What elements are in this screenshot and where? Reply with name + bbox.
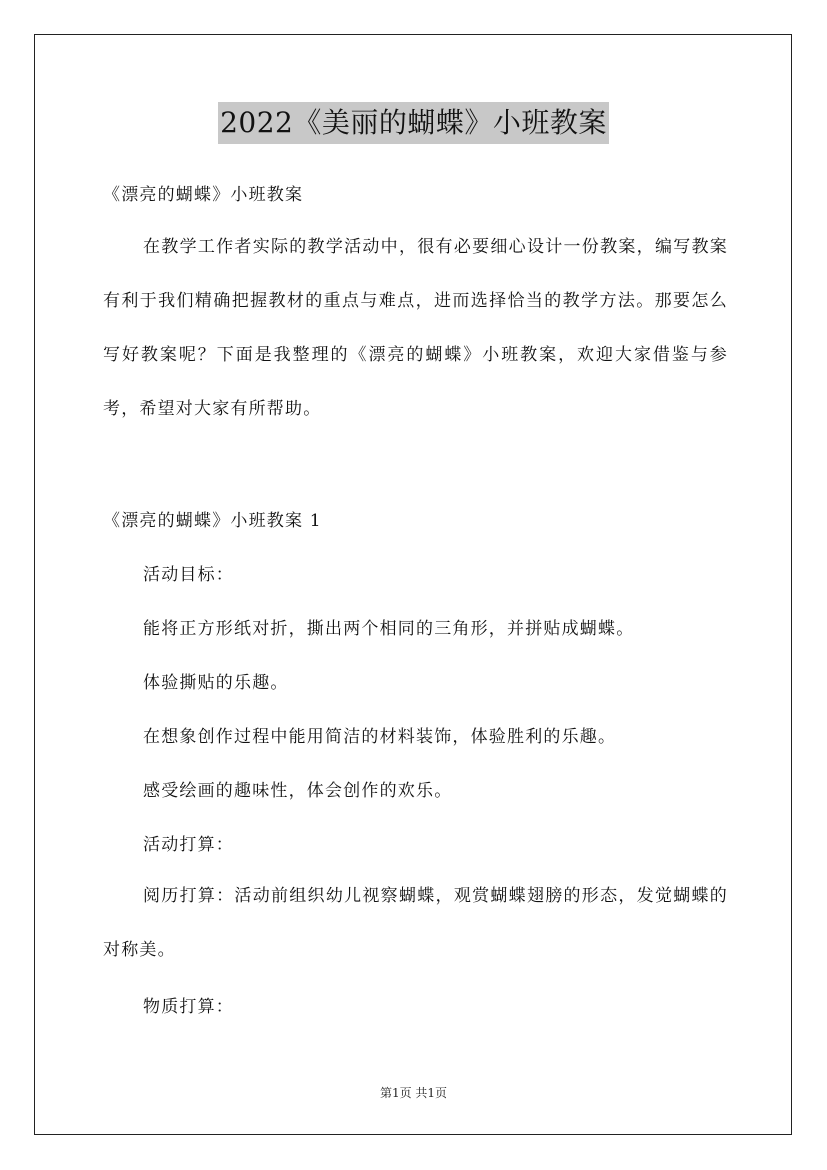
goal-item: 能将正方形纸对折，撕出两个相同的三角形，并拼贴成蝴蝶。	[143, 619, 635, 639]
document-subtitle: 《漂亮的蝴蝶》小班教案	[103, 185, 304, 205]
document-title	[0, 102, 827, 144]
goal-item: 体验撕贴的乐趣。	[143, 673, 289, 693]
section-heading: 《漂亮的蝴蝶》小班教案 1	[103, 511, 322, 531]
document-title-text: 2022《美丽的蝴蝶》小班教案	[218, 102, 609, 144]
goals-label: 活动目标：	[143, 565, 234, 585]
material-prep-label: 物质打算：	[143, 997, 234, 1017]
intro-block	[103, 220, 728, 436]
prep-label: 活动打算：	[143, 835, 234, 855]
goal-item: 在想象创作过程中能用简洁的材料装饰，体验胜利的乐趣。	[143, 727, 617, 747]
experience-prep-paragraph: 阅历打算：活动前组织幼儿视察蝴蝶，观赏蝴蝶翅膀的形态，发觉蝴蝶的对称美。	[103, 886, 728, 960]
intro-paragraph: 在教学工作者实际的教学活动中，很有必要细心设计一份教案，编写教案有利于我们精确把握教材的重点与难点，进而选择恰当的教学方法。那要怎么写好教案呢？下面是我整理的《漂亮的蝴蝶》小班教案，欢迎大家借鉴与参考，希望对大家有所帮助。	[103, 237, 728, 419]
page-footer: 第1页 共1页	[379, 1086, 448, 1100]
goal-item: 感受绘画的趣味性，体会创作的欢乐。	[143, 781, 453, 801]
experience-prep-block	[103, 869, 728, 977]
